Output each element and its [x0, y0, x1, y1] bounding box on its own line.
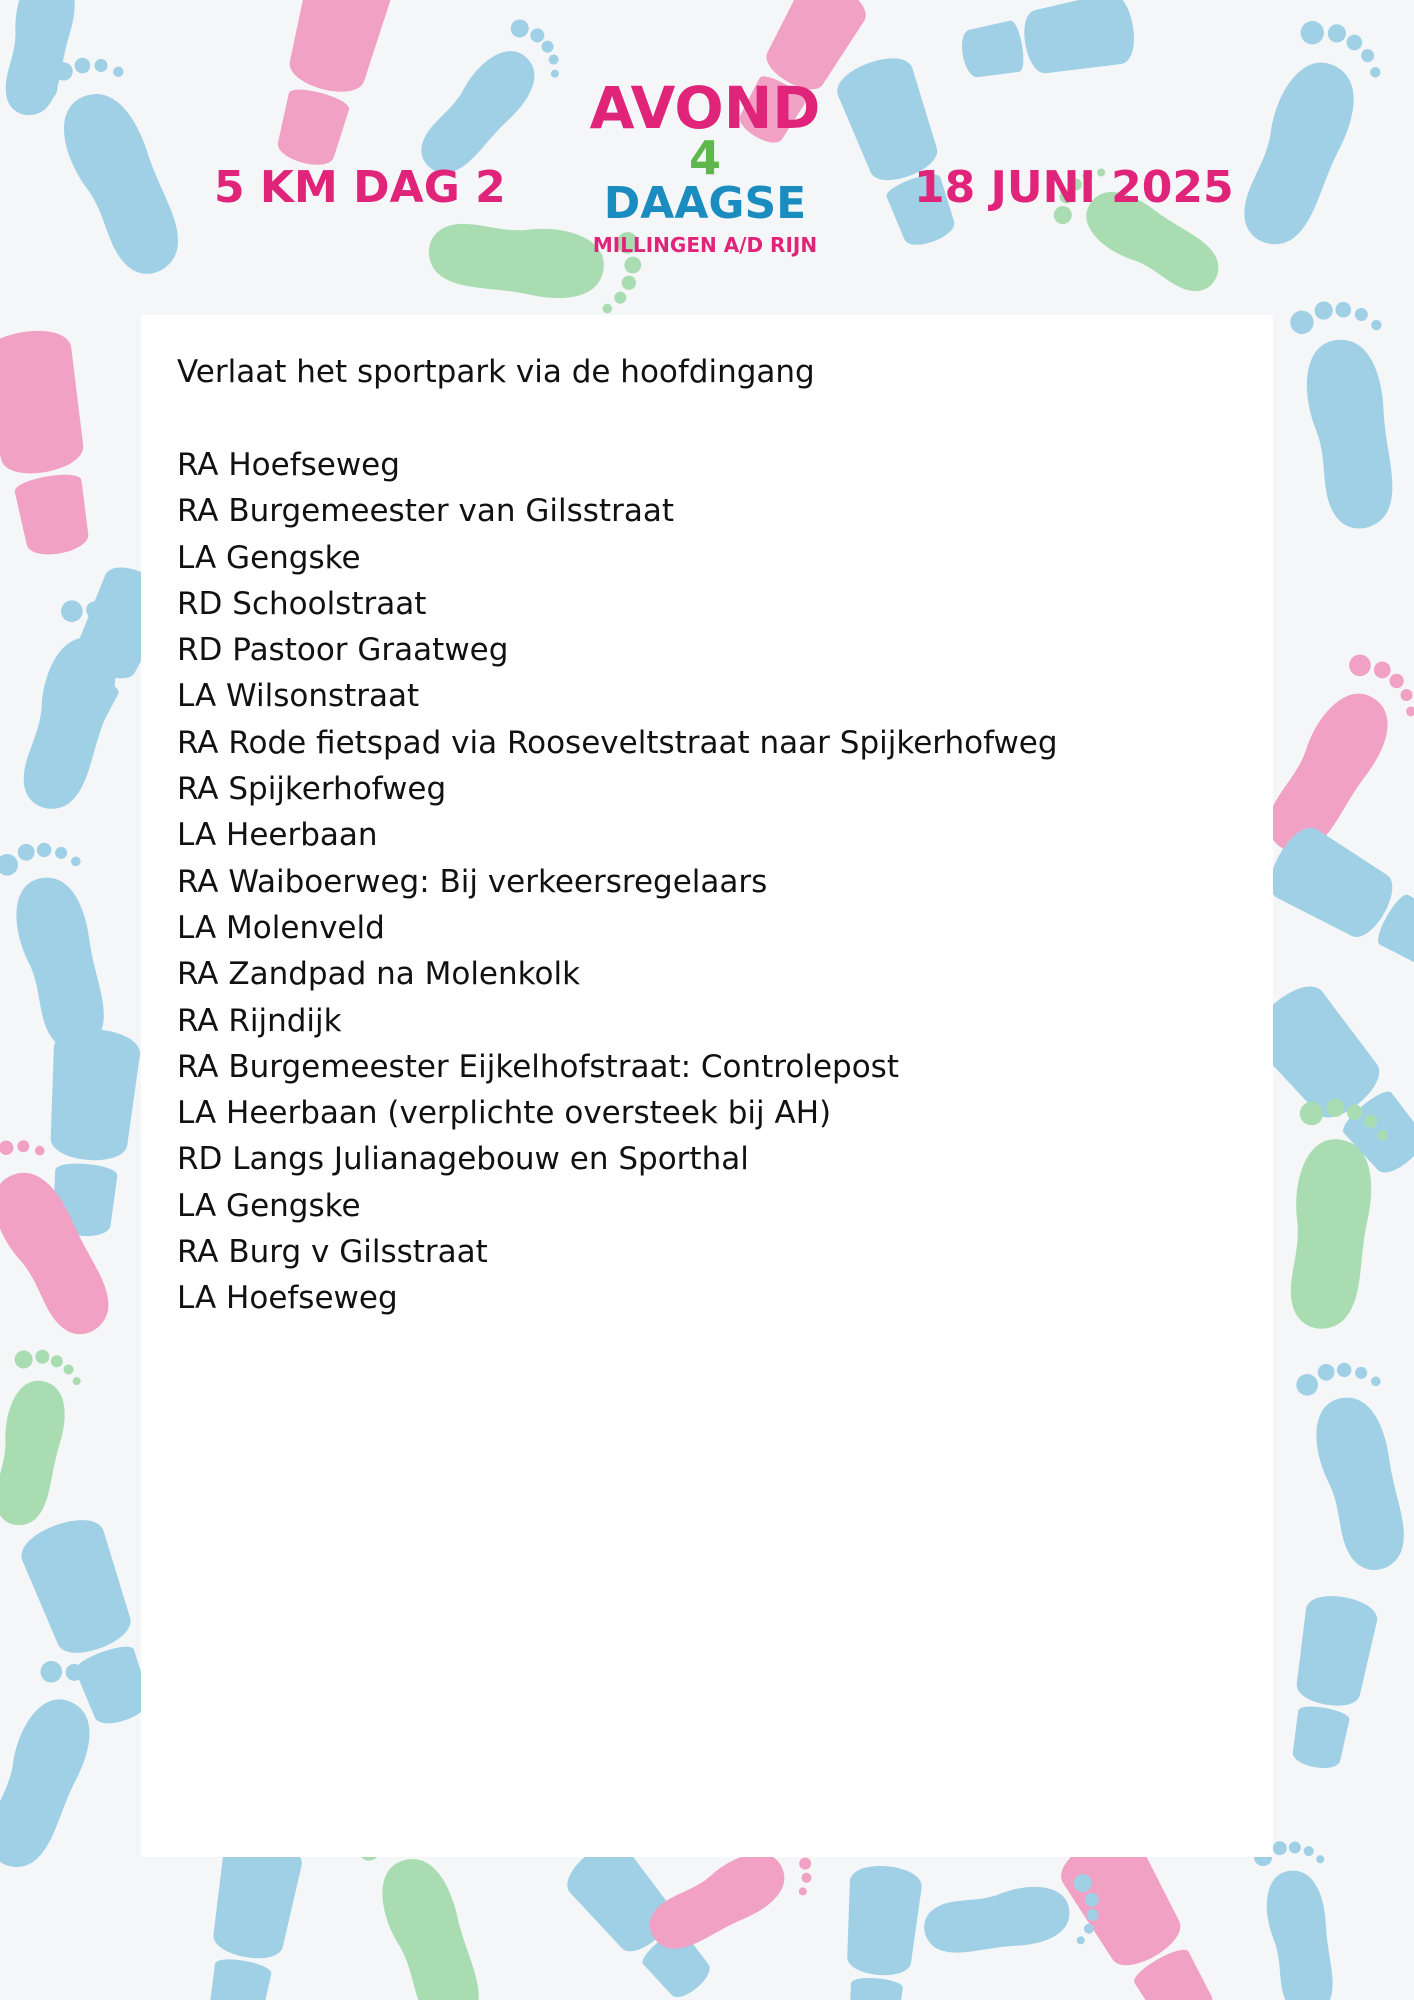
- svg-text:DAAGSE: DAAGSE: [603, 178, 807, 229]
- route-panel: [141, 315, 1273, 1857]
- route-step: RA Burg v Gilsstraat: [177, 1234, 488, 1271]
- route-step: RA Waiboerweg: Bij verkeersregelaars: [177, 863, 768, 900]
- route-step: RA Burgemeester Eijkelhofstraat: Controlepost: [177, 1048, 899, 1085]
- svg-text:AVOND: AVOND: [589, 74, 821, 142]
- avond4daagse-logo: [580, 62, 830, 292]
- route-step: LA Gengske: [177, 1187, 361, 1224]
- route-step: RA Zandpad na Molenkolk: [177, 956, 581, 993]
- route-step: RA Hoefseweg: [177, 447, 400, 483]
- distance-day-title: 5 KM DAG 2: [214, 162, 506, 213]
- svg-text:4: 4: [688, 131, 722, 185]
- route-step: LA Hoefseweg: [177, 1280, 398, 1317]
- svg-text:MILLINGEN A/D RIJN: MILLINGEN A/D RIJN: [592, 233, 818, 257]
- route-step: RD Pastoor Graatweg: [177, 632, 509, 669]
- route-step: LA Heerbaan: [177, 817, 378, 854]
- route-step: RA Rode fietspad via Rooseveltstraat naar Spijkerhofweg: [177, 724, 1058, 761]
- route-steps: [177, 442, 1058, 1322]
- route-step: LA Gengske: [177, 539, 361, 576]
- route-step: LA Molenveld: [177, 909, 385, 946]
- event-date-title: 18 JUNI 2025: [914, 162, 1234, 213]
- route-step: RD Langs Julianagebouw en Sporthal: [177, 1141, 749, 1178]
- route-step: RA Rijndijk: [177, 1002, 342, 1039]
- route-step: LA Heerbaan (verplichte oversteek bij AH): [177, 1095, 832, 1132]
- route-step: RA Burgemeester van Gilsstraat: [177, 493, 674, 530]
- route-step: RD Schoolstraat: [177, 585, 427, 622]
- route-step: RA Spijkerhofweg: [177, 771, 447, 808]
- route-step: LA Wilsonstraat: [177, 678, 420, 715]
- route-intro: Verlaat het sportpark via de hoofdingang: [177, 354, 815, 390]
